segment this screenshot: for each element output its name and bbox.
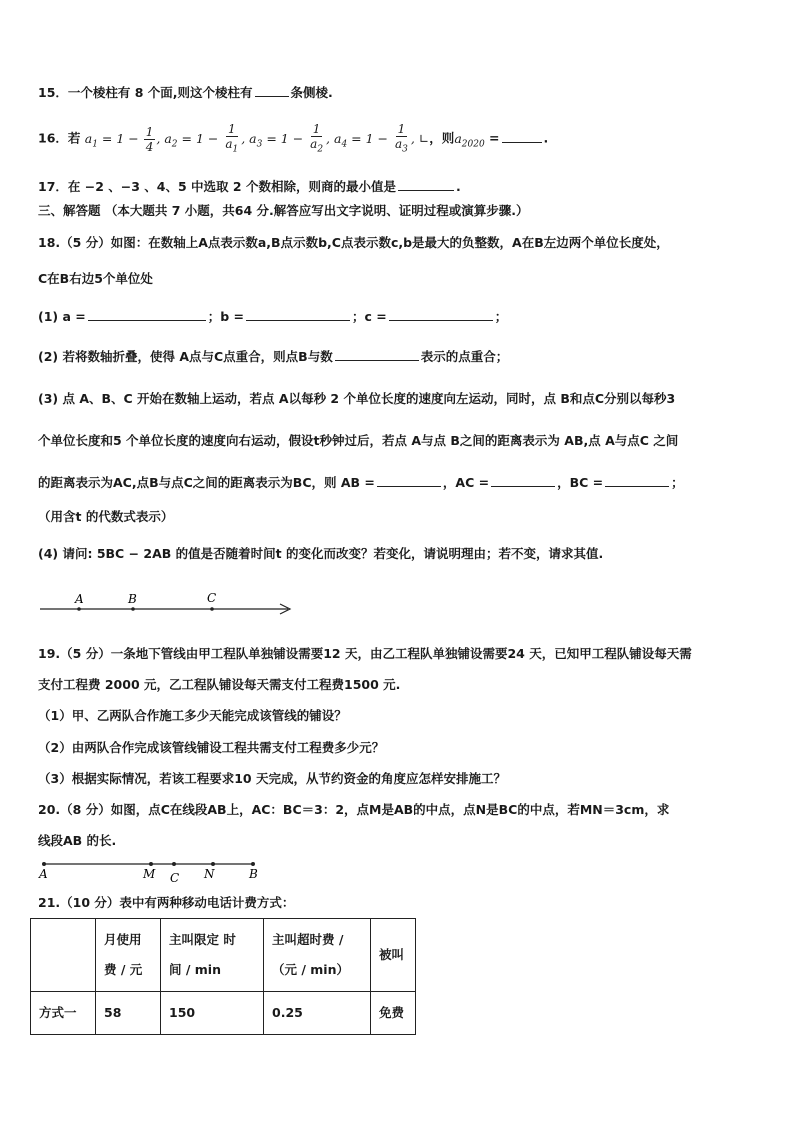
point-b-dot: [131, 607, 135, 611]
seg-point-c: [172, 862, 176, 866]
q19-sub2: （2）由两队合作完成该管线铺设工程共需支付工程费多少元？: [38, 740, 385, 755]
q18-p3-bc: ，BC =: [557, 475, 604, 490]
q15-suffix: 条侧棱.: [290, 85, 333, 100]
q18-line1: 18.（5 分）如图：在数轴上A点表示数a,B点示数b,C点表示数c,b是最大的负整数，A在B左边两个单位长度处，: [38, 235, 669, 250]
fee-table-header-row: [31, 919, 416, 992]
q17-answer-blank[interactable]: [398, 177, 454, 191]
q19-line2: 支付工程费 2000 元，乙工程队铺设每天需支付工程费1500 元.: [38, 677, 401, 692]
seg-point-a: [42, 862, 46, 866]
q18-line2: C在B右边5个单位处: [38, 271, 153, 286]
q18-bc-blank[interactable]: [605, 473, 669, 487]
q20-line1: 20.（8 分）如图，点C在线段AB上，AC：BC＝3：2，点M是AB的中点，点N是BC的中点，若MN＝3cm，求: [38, 802, 670, 817]
q21-title: 21.（10 分）表中有两种移动电话计费方式：: [38, 895, 295, 910]
q18-p1-c-label: ；c =: [352, 309, 387, 324]
q15-line: [38, 83, 333, 102]
seg-label-a: A: [39, 867, 48, 881]
q20-line2: 线段AB 的长.: [38, 833, 117, 848]
fee-header-cell: 主叫限定 时间 / min: [161, 919, 264, 992]
point-b-label: B: [128, 592, 137, 606]
seg-point-m: [149, 862, 153, 866]
q18-p2-end: 表示的点重合；: [420, 349, 509, 364]
q19-sub1: （1）甲、乙两队合作施工多少天能完成该管线的铺设？: [38, 708, 347, 723]
point-a-dot: [77, 607, 81, 611]
q16-end: .: [543, 130, 549, 146]
q18-c-blank[interactable]: [389, 307, 493, 321]
q16-line: [38, 122, 548, 159]
q18-p1-a-label: (1) a =: [38, 309, 86, 324]
q15-prefix: 15．一个棱柱有 8 个面,则这个棱柱有: [38, 85, 253, 100]
q18-part4: (4) 请问: 5BC − 2AB 的值是否随着时间t 的变化而改变？若变化，请说明理由；若不变，请求其值.: [38, 546, 604, 561]
q18-part1: [38, 307, 507, 326]
q17-prefix: 17．在 −2 、−3 、4、5 中选取 2 个数相除，则商的最小值是: [38, 179, 396, 194]
q16-label: 16．若: [38, 130, 81, 146]
fee-header-cell: 月使用 费 / 元: [96, 919, 161, 992]
q15-answer-blank[interactable]: [255, 83, 289, 97]
seg-point-n: [211, 862, 215, 866]
q17-line: [38, 177, 461, 196]
q18-a-blank[interactable]: [88, 307, 206, 321]
point-c-label: C: [207, 591, 217, 605]
q16-answer-blank[interactable]: [502, 129, 542, 143]
fee-table-row: [31, 992, 416, 1035]
fee-cell: 方式一: [31, 992, 96, 1035]
q16-target: $a_{2020}$: [454, 130, 485, 150]
q18-part3-line3: [38, 473, 684, 492]
q19-line1: 19.（5 分）一条地下管线由甲工程队单独铺设需要12 天，由乙工程队单独铺设需要24 天，已知甲工程队铺设每天需: [38, 646, 692, 661]
seg-point-b: [251, 862, 255, 866]
q18-p3-text: 的距离表示为AC,点B与点C之间的距离表示为BC，则 AB =: [38, 475, 375, 490]
point-a-label: A: [75, 592, 84, 606]
q18-p3-ac: ，AC =: [442, 475, 490, 490]
point-c-dot: [210, 607, 214, 611]
seg-label-c: C: [170, 871, 180, 884]
number-line-svg: [40, 588, 300, 622]
q16-formula: $a_1 = 1$ − $\frac{1}{4}$ , $a_2 = 1$ − $\frac{1}{a_1}$ , $a_3 = 1$ − $\frac{1}{a_2}$ , $a_4 = 1$ − $\frac{1}{a_3}$ , ∟: [84, 122, 430, 155]
q18-ab-blank[interactable]: [377, 473, 441, 487]
fee-cell: 58: [96, 992, 161, 1035]
q18-p1-end: ；: [494, 309, 508, 324]
fee-cell: 免费: [371, 992, 416, 1035]
q18-p2-text: (2) 若将数轴折叠，使得 A点与C点重合，则点B与数: [38, 349, 333, 364]
q18-part2: [38, 347, 508, 366]
fee-table: [30, 918, 416, 1035]
seg-label-m: M: [143, 867, 156, 881]
seg-label-b: B: [249, 867, 258, 881]
seg-label-n: N: [204, 867, 215, 881]
q16-eq: =: [484, 130, 500, 146]
segment-figure: [36, 856, 268, 884]
fee-header-cell: 主叫超时费 /（元 / min）: [264, 919, 371, 992]
fee-header-cell: 被叫: [371, 919, 416, 992]
fee-header-cell: [31, 919, 96, 992]
fee-cell: 150: [161, 992, 264, 1035]
q16-mid: ，则: [429, 130, 455, 146]
fee-cell: 0.25: [264, 992, 371, 1035]
section-heading: 三、解答题 （本大题共 7 小题，共64 分.解答应写出文字说明、证明过程或演算步骤.）: [38, 203, 529, 218]
q18-b-blank[interactable]: [246, 307, 350, 321]
q18-p3-end: ；: [671, 475, 684, 490]
q18-ac-blank[interactable]: [491, 473, 555, 487]
q19-sub3: （3）根据实际情况，若该工程要求10 天完成，从节约资金的角度应怎样安排施工？: [38, 771, 506, 786]
q18-part3-line1: (3) 点 A、B、C 开始在数轴上运动，若点 A以每秒 2 个单位长度的速度向左运动，同时，点 B和点C分别以每秒3: [38, 391, 676, 406]
q18-part3-line2: 个单位长度和5 个单位长度的速度向右运动，假设t秒钟过后，若点 A与点 B之间的距离表示为 AB,点 A与点C 之间: [38, 433, 679, 448]
q17-end: .: [455, 179, 461, 194]
number-line-figure: [40, 588, 300, 622]
q18-part3-note: （用含t 的代数式表示）: [38, 509, 174, 524]
segment-svg: [36, 856, 268, 884]
q18-p1-b-label: ；b =: [207, 309, 245, 324]
q18-p2-blank[interactable]: [335, 347, 419, 361]
